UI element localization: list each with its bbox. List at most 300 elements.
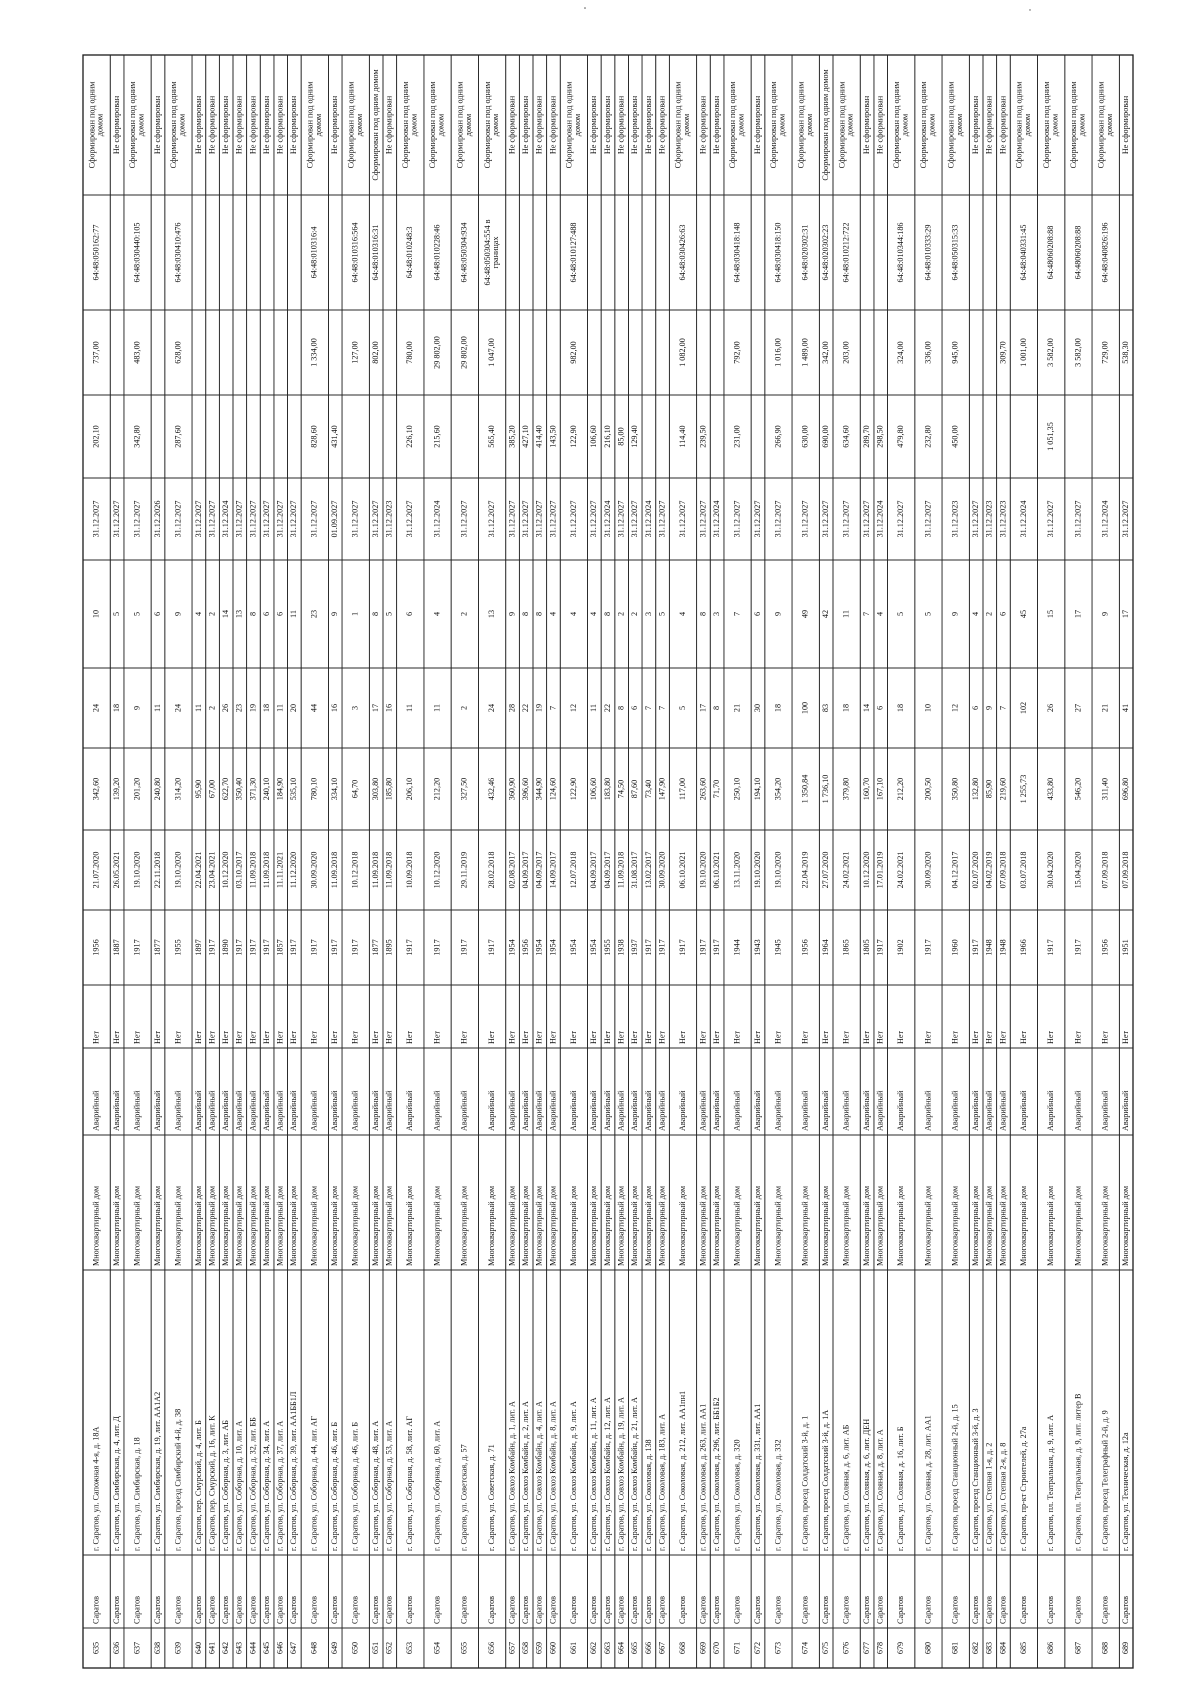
cell-text-area: 303,80	[371, 777, 381, 801]
cell-text-status: Аварийный	[350, 1090, 360, 1131]
cell-text-status: Аварийный	[711, 1090, 721, 1131]
table-row	[342, 55, 369, 1668]
cell-text-deadline: 31.12.2027	[309, 500, 319, 538]
cell-text-date: 11.09.2018	[330, 851, 340, 889]
cell-text-a1: 122,90	[568, 425, 578, 448]
table-row	[860, 55, 874, 1668]
cell-text-area: 95,90	[193, 779, 203, 799]
cell-text-city: Саратов	[896, 1595, 906, 1624]
table-cell	[710, 195, 724, 310]
cell-text-cult: Нет	[971, 1030, 981, 1044]
cell-text-flats: 3	[711, 611, 721, 617]
cell-text-area: 184,90	[275, 777, 285, 801]
cell-text-deadline: 31.12.2027	[111, 500, 121, 538]
cell-text-n: 675	[821, 1641, 831, 1655]
cell-text-type: Многоквартирный дом	[1046, 1185, 1056, 1266]
cell-text-year: 1902	[896, 939, 906, 956]
table-cell	[233, 310, 247, 395]
cell-text-type: Многоквартирный дом	[432, 1185, 442, 1266]
cell-text-area: 311,40	[1100, 777, 1110, 801]
table-cell	[588, 310, 602, 395]
table-row	[219, 55, 233, 1668]
cell-text-people: 27	[1073, 703, 1083, 713]
table-cell	[519, 195, 533, 310]
cell-text-form: Не сформирован	[861, 95, 871, 155]
cell-text-people: 18	[111, 703, 121, 713]
cell-text-addr: г. Саратов, ул. Соляная, д. 28, лит. АА1	[923, 1415, 933, 1551]
cell-text-year: 1960	[950, 939, 960, 956]
cell-text-city: Саратов	[602, 1595, 612, 1624]
table-cell	[997, 395, 1011, 478]
cell-text-deadline: 31.12.2027	[657, 500, 667, 538]
cell-text-n: 667	[657, 1641, 667, 1655]
table-row	[983, 55, 997, 1668]
cell-text-cult: Нет	[998, 1030, 1008, 1044]
cell-text-n: 638	[152, 1641, 162, 1655]
cell-text-n: 639	[173, 1641, 183, 1655]
cell-text-addr: г. Саратов, проезд Солдатский 3-й, д. 1А	[821, 1409, 831, 1551]
cell-text-area: 1 736,10	[821, 774, 831, 804]
cell-text-form: Не сформирован	[548, 95, 558, 155]
cell-text-form: Не сформирован	[602, 95, 612, 155]
cell-text-n: 651	[371, 1641, 381, 1655]
cell-text-date: 24.02.2021	[841, 851, 851, 889]
cell-text-year: 1954	[548, 939, 558, 956]
cell-text-form-wrap: домом	[436, 113, 446, 137]
cell-text-cult: Нет	[507, 1030, 517, 1044]
cell-text-cad: 64:48:030440:105	[132, 222, 142, 283]
cell-text-deadline: 31.12.2027	[173, 500, 183, 538]
table-cell	[642, 395, 656, 478]
table-cell	[983, 395, 997, 478]
cell-text-year: 1917	[711, 939, 721, 956]
cell-text-a1: 216,10	[602, 425, 612, 448]
cell-text-a2: 737,00	[91, 341, 101, 364]
cell-text-deadline: 31.12.2026	[152, 500, 162, 538]
cell-text-deadline: 31.12.2027	[350, 500, 360, 538]
table-row	[192, 55, 206, 1668]
cell-text-a1: 634,60	[841, 425, 851, 448]
cell-text-status: Аварийный	[698, 1090, 708, 1131]
cell-text-date: 04.09.2017	[534, 851, 544, 889]
cell-text-year: 1917	[289, 939, 299, 956]
cell-text-a2: 309,70	[998, 341, 1008, 364]
cell-text-date: 07.09.2018	[998, 851, 1008, 889]
cell-text-a1: 630,00	[800, 425, 810, 448]
cell-text-status: Аварийный	[998, 1090, 1008, 1131]
table-cell	[342, 395, 369, 478]
cell-text-area: 122,90	[568, 777, 578, 801]
cell-text-addr: г. Саратов, ул. Совхоз Комбайн, д. 2, лит. А	[521, 1401, 531, 1551]
cell-text-year: 1805	[861, 939, 871, 956]
cell-text-deadline: 31.12.2027	[486, 500, 496, 538]
table-row	[233, 55, 247, 1668]
table-cell	[110, 195, 124, 310]
cell-text-form: Не сформирован	[193, 95, 203, 155]
cell-text-status: Аварийный	[773, 1090, 783, 1131]
cell-text-deadline: 31.12.2027	[207, 500, 217, 538]
cell-text-status: Аварийный	[193, 1090, 203, 1131]
cell-text-a1: 143,50	[548, 425, 558, 448]
cell-text-a1: 298,50	[875, 425, 885, 448]
table-cell	[860, 195, 874, 310]
cell-text-status: Аварийный	[923, 1090, 933, 1131]
cell-text-people: 28	[507, 703, 517, 713]
table-cell	[288, 395, 302, 478]
cell-text-flats: 6	[405, 611, 415, 617]
table-cell	[369, 395, 383, 478]
cell-text-year: 1954	[534, 939, 544, 956]
cell-text-area: 64,70	[350, 779, 360, 799]
cell-text-city: Саратов	[875, 1595, 885, 1624]
cell-text-form: Сформирован под одним	[946, 81, 956, 169]
cell-text-year: 1917	[261, 939, 271, 956]
cell-text-type: Многоквартирный дом	[923, 1185, 933, 1266]
cell-text-type: Многоквартирный дом	[821, 1185, 831, 1266]
cell-text-year: 1956	[91, 939, 101, 956]
cell-text-addr: г. Саратов, ул. Советская, д. 57	[459, 1444, 469, 1551]
cell-text-cad: 64:48:030418:148	[732, 222, 742, 283]
cell-text-form-wrap: домом	[463, 113, 473, 137]
cell-text-addr: г. Саратов, ул. Советская, д. 71	[486, 1444, 496, 1551]
cell-text-cult: Нет	[950, 1030, 960, 1044]
cell-text-addr: г. Саратов, пл. Театральная, д. 9, лит. А	[1046, 1414, 1056, 1551]
cell-text-area: 160,70	[861, 777, 871, 801]
cell-text-addr: г. Саратов, ул. Совхоз Комбайн, д. 11, лит. А	[589, 1397, 599, 1551]
cell-text-city: Саратов	[616, 1595, 626, 1624]
table-cell	[997, 195, 1011, 310]
cell-text-people: 5	[677, 705, 687, 711]
cell-text-city: Саратов	[984, 1595, 994, 1624]
table-row	[724, 55, 751, 1668]
cell-text-date: 17.01.2019	[875, 851, 885, 889]
cell-text-a1: 690,00	[821, 425, 831, 448]
cell-text-cad: 64:48:050162:77	[91, 224, 101, 281]
table-row	[247, 55, 261, 1668]
cell-text-year: 1944	[732, 939, 742, 956]
cell-text-flats: 2	[616, 611, 626, 617]
table-cell	[219, 395, 233, 478]
cell-text-flats: 9	[950, 611, 960, 617]
cell-text-cad: 64:48:010228:46	[432, 224, 442, 281]
cell-text-status: Аварийный	[602, 1090, 612, 1131]
table-cell	[969, 195, 983, 310]
cell-text-addr: г. Саратов, ул. Соборная, д. 48, лит. А	[371, 1420, 381, 1551]
cell-text-type: Многоквартирный дом	[1073, 1185, 1083, 1266]
cell-text-type: Многоквартирный дом	[643, 1185, 653, 1266]
cell-text-status: Аварийный	[657, 1090, 667, 1131]
cell-text-type: Многоквартирный дом	[405, 1185, 415, 1266]
table-cell	[642, 310, 656, 395]
cell-text-flats: 6	[152, 611, 162, 617]
cell-text-area: 535,10	[289, 777, 299, 801]
cell-text-year: 1917	[309, 939, 319, 956]
cell-text-area: 396,60	[521, 777, 531, 801]
cell-text-deadline: 31.12.2023	[950, 500, 960, 538]
cell-text-flats: 5	[384, 611, 394, 617]
cell-text-flats: 3	[643, 611, 653, 617]
cell-text-year: 1964	[821, 939, 831, 956]
table-cell	[656, 310, 670, 395]
cell-text-n: 656	[486, 1641, 496, 1655]
cell-text-area: 185,80	[384, 777, 394, 801]
cell-text-cad: 64:48:010127:488	[568, 222, 578, 283]
table-cell	[710, 395, 724, 478]
cell-text-n: 676	[841, 1641, 851, 1655]
cell-text-year: 1917	[330, 939, 340, 956]
table-cell	[983, 310, 997, 395]
cell-text-cult: Нет	[875, 1030, 885, 1044]
cell-text-deadline: 31.12.2027	[459, 500, 469, 538]
cell-text-area: 132,80	[971, 777, 981, 801]
cell-text-n: 673	[773, 1641, 783, 1655]
cell-text-cult: Нет	[234, 1030, 244, 1044]
table-row	[383, 55, 397, 1668]
cell-text-area: 780,10	[309, 777, 319, 801]
table-cell	[697, 310, 711, 395]
cell-text-cult: Нет	[432, 1030, 442, 1044]
table-row	[915, 55, 942, 1668]
cell-text-cult: Нет	[521, 1030, 531, 1044]
cell-text-flats: 4	[193, 611, 203, 617]
cell-text-cad: 64:48:030426:63	[677, 224, 687, 281]
cell-text-form: Сформирован под одним	[1069, 81, 1079, 169]
cell-text-cult: Нет	[330, 1030, 340, 1044]
cell-text-a2: 3 582,00	[1046, 338, 1056, 367]
cell-text-type: Многоквартирный дом	[330, 1185, 340, 1266]
cell-text-deadline: 31.12.2027	[289, 500, 299, 538]
cell-text-cad-wrap: границах	[491, 236, 501, 269]
cell-text-date: 21.07.2020	[91, 851, 101, 889]
cell-text-area: 206,10	[405, 777, 415, 801]
cell-text-status: Аварийный	[405, 1090, 415, 1131]
cell-text-status: Аварийный	[234, 1090, 244, 1131]
cell-text-deadline: 31.12.2027	[896, 500, 906, 538]
cell-text-year: 1890	[221, 939, 231, 956]
cell-text-flats: 5	[896, 611, 906, 617]
table-cell	[969, 395, 983, 478]
cell-text-cult: Нет	[677, 1030, 687, 1044]
cell-text-form: Сформирован под одним	[87, 81, 97, 169]
table-cell	[233, 395, 247, 478]
cell-text-year: 1917	[486, 939, 496, 956]
cell-text-year: 1917	[248, 939, 258, 956]
cell-text-n: 646	[275, 1641, 285, 1655]
cell-text-flats: 4	[432, 611, 442, 617]
cell-text-type: Многоквартирный дом	[384, 1185, 394, 1266]
cell-text-year: 1917	[698, 939, 708, 956]
cell-text-flats: 8	[248, 611, 258, 617]
cell-text-people: 11	[193, 704, 203, 712]
cell-text-flats: 5	[657, 611, 667, 617]
cell-text-n: 683	[984, 1641, 994, 1655]
table-cell	[533, 195, 547, 310]
cell-text-city: Саратов	[486, 1595, 496, 1624]
cell-text-type: Многоквартирный дом	[289, 1185, 299, 1266]
cell-text-form: Не сформирован	[521, 95, 531, 155]
cell-text-status: Аварийный	[896, 1090, 906, 1131]
scan-speck	[1029, 9, 1030, 10]
cell-text-addr: г. Саратов, ул. Совхоз Комбайн, д. 19, лит. А	[616, 1397, 626, 1551]
cell-text-deadline: 31.12.2027	[91, 500, 101, 538]
table-cell	[751, 395, 765, 478]
cell-text-deadline: 31.12.2027	[821, 500, 831, 538]
cell-text-people: 6	[875, 705, 885, 711]
cell-text-city: Саратов	[568, 1595, 578, 1624]
cell-text-status: Аварийный	[984, 1090, 994, 1131]
cell-text-city: Саратов	[821, 1595, 831, 1624]
cell-text-status: Аварийный	[841, 1090, 851, 1131]
cell-text-city: Саратов	[248, 1595, 258, 1624]
cell-text-form: Сформирован под одним	[1096, 81, 1106, 169]
table-cell	[506, 195, 520, 310]
cell-text-type: Многоквартирный дом	[534, 1185, 544, 1266]
cell-text-area: 432,46	[486, 777, 496, 801]
cell-text-deadline: 31.12.2027	[275, 500, 285, 538]
cell-text-city: Саратов	[861, 1595, 871, 1624]
cell-text-cult: Нет	[568, 1030, 578, 1044]
cell-text-a1: 450,00	[950, 425, 960, 448]
cell-text-flats: 8	[602, 611, 612, 617]
cell-text-form: Сформирован под одним	[305, 81, 315, 169]
cell-text-status: Аварийный	[432, 1090, 442, 1131]
table-cell	[1119, 195, 1133, 310]
table-row	[588, 55, 602, 1668]
cell-text-city: Саратов	[371, 1595, 381, 1624]
cell-text-deadline: 31.12.2027	[193, 500, 203, 538]
table-cell	[206, 195, 220, 310]
cell-text-n: 655	[459, 1641, 469, 1655]
cell-text-area: 350,80	[950, 777, 960, 801]
cell-text-type: Многоквартирный дом	[173, 1185, 183, 1266]
cell-text-cult: Нет	[732, 1030, 742, 1044]
cell-text-n: 636	[111, 1641, 121, 1655]
cell-text-people: 16	[330, 703, 340, 713]
cell-text-type: Многоквартирный дом	[800, 1185, 810, 1266]
cell-text-addr: г. Саратов, ул. Симбирская, д. 18	[132, 1437, 142, 1551]
housing-registry-table	[83, 55, 1133, 1668]
cell-text-area: 696,80	[1121, 777, 1131, 801]
cell-text-cad: 64:48:040826:196	[1100, 222, 1110, 283]
cell-text-n: 679	[896, 1641, 906, 1655]
cell-text-status: Аварийный	[1100, 1090, 1110, 1131]
cell-text-area: 194,10	[752, 777, 762, 801]
cell-text-a2: 29 802,00	[459, 336, 469, 369]
cell-text-city: Саратов	[207, 1595, 217, 1624]
cell-text-deadline: 31.12.2027	[923, 500, 933, 538]
cell-text-a1: 287,60	[173, 425, 183, 448]
cell-text-city: Саратов	[773, 1595, 783, 1624]
cell-text-date: 02.07.2020	[971, 851, 981, 889]
cell-text-addr: г. Саратов, ул. Соляная, д. 8, лит. А	[875, 1429, 885, 1551]
cell-text-year: 1917	[132, 939, 142, 956]
cell-text-addr: г. Саратов, пер. Смурский, д. 4, лит. Б	[193, 1420, 203, 1551]
cell-text-form: Не сформирован	[507, 95, 517, 155]
cell-text-addr: г. Саратов, ул. Соборная, д. 53, лит. А	[384, 1420, 394, 1551]
cell-text-city: Саратов	[841, 1595, 851, 1624]
cell-text-deadline: 31.12.2027	[630, 500, 640, 538]
cell-text-year: 1956	[521, 939, 531, 956]
cell-text-flats: 4	[971, 611, 981, 617]
table-row	[124, 55, 151, 1668]
cell-text-form: Сформирован под одним домом	[371, 69, 381, 181]
cell-text-cad: 64:48:050304:554 в	[482, 219, 492, 286]
cell-text-addr: г. Саратов, ул. Соборная, д. 10, лит. А	[234, 1420, 244, 1551]
cell-text-addr: г. Саратов, ул. Сапожная 4-я, д. 18А	[91, 1426, 101, 1551]
cell-text-deadline: 31.12.2027	[800, 500, 810, 538]
cell-text-cult: Нет	[384, 1030, 394, 1044]
cell-text-form-wrap: домом	[804, 113, 814, 137]
cell-text-deadline: 31.12.2023	[984, 500, 994, 538]
table-row	[765, 55, 792, 1668]
cell-text-form: Сформирован под одним домом	[821, 69, 831, 181]
cell-text-people: 17	[698, 703, 708, 713]
cell-text-type: Многоквартирный дом	[507, 1185, 517, 1266]
cell-text-flats: 9	[173, 611, 183, 617]
cell-text-flats: 11	[841, 610, 851, 618]
table-row	[819, 55, 833, 1668]
cell-text-deadline: 01.09.2027	[330, 500, 340, 538]
cell-text-people: 12	[950, 703, 960, 713]
table-cell	[874, 195, 888, 310]
table-cell	[151, 395, 165, 478]
cell-text-area: 546,20	[1073, 777, 1083, 801]
cell-text-area: 622,70	[221, 777, 231, 801]
cell-text-form-wrap: домом	[177, 113, 187, 137]
cell-text-deadline: 31.12.2027	[568, 500, 578, 538]
cell-text-deadline: 31.12.2027	[752, 500, 762, 538]
cell-text-form: Не сформирован	[984, 95, 994, 155]
cell-text-year: 1945	[773, 939, 783, 956]
cell-text-type: Многоквартирный дом	[602, 1185, 612, 1266]
cell-text-type: Многоквартирный дом	[657, 1185, 667, 1266]
cell-text-people: 100	[800, 701, 810, 715]
table-row	[642, 55, 656, 1668]
cell-text-flats: 9	[330, 611, 340, 617]
cell-text-flats: 7	[732, 611, 742, 617]
table-row	[110, 55, 124, 1668]
cell-text-type: Многоквартирный дом	[486, 1185, 496, 1266]
cell-text-cult: Нет	[371, 1030, 381, 1044]
cell-text-people: 7	[643, 705, 653, 711]
table-row	[628, 55, 642, 1668]
cell-text-date: 19.10.2020	[698, 851, 708, 889]
cell-text-date: 31.08.2017	[630, 851, 640, 889]
cell-text-a1: 85,00	[616, 427, 626, 446]
cell-text-form-wrap: домом	[1104, 113, 1114, 137]
cell-text-people: 2	[207, 705, 217, 711]
cell-text-year: 1917	[207, 939, 217, 956]
cell-text-form-wrap: домом	[900, 113, 910, 137]
cell-text-cult: Нет	[711, 1030, 721, 1044]
table-cell	[697, 195, 711, 310]
cell-text-flats: 2	[630, 611, 640, 617]
cell-text-flats: 15	[1046, 609, 1056, 619]
cell-text-n: 669	[698, 1641, 708, 1655]
cell-text-status: Аварийный	[677, 1090, 687, 1131]
cell-text-city: Саратов	[405, 1595, 415, 1624]
cell-text-form: Не сформирован	[207, 95, 217, 155]
cell-text-city: Саратов	[91, 1595, 101, 1624]
cell-text-n: 654	[432, 1641, 442, 1655]
cell-text-area: 240,10	[261, 777, 271, 801]
cell-text-form-wrap: домом	[491, 113, 501, 137]
cell-text-cult: Нет	[984, 1030, 994, 1044]
cell-text-form: Не сформирован	[616, 95, 626, 155]
cell-text-flats: 4	[875, 611, 885, 617]
cell-text-date: 28.02.2018	[486, 851, 496, 889]
cell-text-year: 1948	[984, 939, 994, 956]
